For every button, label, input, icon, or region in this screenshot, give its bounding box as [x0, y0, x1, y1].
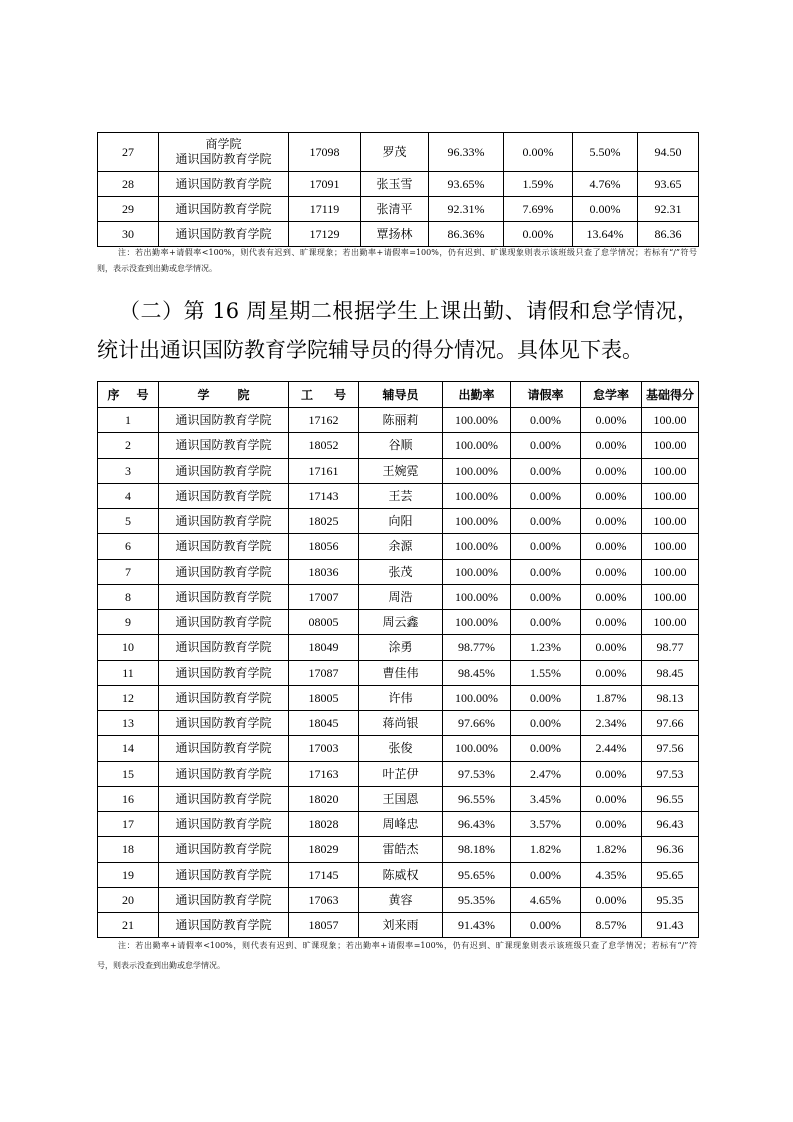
attendance-rate-cell: 92.31%: [429, 197, 504, 222]
staff-id-cell: 17063: [289, 887, 359, 912]
counselor-name-cell: 向阳: [359, 509, 443, 534]
attendance-rate-cell: 97.66%: [443, 711, 511, 736]
base-score-cell: 94.50: [638, 133, 699, 172]
row-number-cell: 5: [98, 509, 159, 534]
row-number-cell: 18: [98, 837, 159, 862]
staff-id-cell: 18036: [289, 559, 359, 584]
leave-rate-cell: 2.47%: [511, 761, 581, 786]
table-note-line-2: 号，则表示没查到出勤或怠学情况。: [97, 961, 225, 970]
base-score-cell: 100.00: [642, 534, 699, 559]
counselor-name-cell: 曹佳伟: [359, 660, 443, 685]
staff-id-cell: 18025: [289, 509, 359, 534]
table-row: [98, 685, 699, 710]
leave-rate-cell: 0.00%: [511, 483, 581, 508]
counselor-name-cell: 周峰忠: [359, 812, 443, 837]
counselor-name-cell: 张清平: [361, 197, 429, 222]
row-number-cell: 21: [98, 913, 159, 938]
college-cell: 通识国防教育学院: [159, 837, 289, 862]
base-score-cell: 96.55: [642, 786, 699, 811]
counselor-name-cell: 周浩: [359, 584, 443, 609]
row-number-cell: 30: [98, 222, 159, 247]
row-number-cell: 19: [98, 862, 159, 887]
base-score-cell: 95.65: [642, 862, 699, 887]
base-score-cell: 100.00: [642, 610, 699, 635]
table-row: [98, 786, 699, 811]
staff-id-cell: 18056: [289, 534, 359, 559]
leave-rate-cell: 1.23%: [511, 635, 581, 660]
absence-rate-cell: 2.44%: [581, 736, 642, 761]
leave-rate-cell: 3.45%: [511, 786, 581, 811]
table-row: [98, 635, 699, 660]
staff-id-cell: 17129: [289, 222, 361, 247]
row-number-cell: 28: [98, 172, 159, 197]
counselor-name-cell: 张玉雪: [361, 172, 429, 197]
table-row: [98, 761, 699, 786]
absence-rate-cell: 0.00%: [581, 887, 642, 912]
attendance-rate-cell: 98.18%: [443, 837, 511, 862]
absence-rate-cell: 13.64%: [573, 222, 638, 247]
leave-rate-cell: 0.00%: [511, 584, 581, 609]
counselor-name-cell: 雷皓杰: [359, 837, 443, 862]
absence-rate-cell: 0.00%: [581, 509, 642, 534]
college-cell: 通识国防教育学院: [159, 913, 289, 938]
leave-rate-cell: 0.00%: [511, 610, 581, 635]
base-score-cell: 100.00: [642, 433, 699, 458]
absence-rate-cell: 0.00%: [581, 786, 642, 811]
base-score-cell: 97.53: [642, 761, 699, 786]
table-row: [98, 584, 699, 609]
table-row: [98, 862, 699, 887]
leave-rate-cell: 1.82%: [511, 837, 581, 862]
row-number-cell: 11: [98, 660, 159, 685]
table-row: [98, 133, 699, 172]
row-number-cell: 4: [98, 483, 159, 508]
college-cell: 通识国防教育学院: [159, 711, 289, 736]
attendance-rate-cell: 96.43%: [443, 812, 511, 837]
staff-id-cell: 17163: [289, 761, 359, 786]
attendance-rate-cell: 100.00%: [443, 458, 511, 483]
attendance-rate-cell: 96.55%: [443, 786, 511, 811]
base-score-cell: 98.13: [642, 685, 699, 710]
staff-id-cell: 17091: [289, 172, 361, 197]
attendance-rate-cell: 96.33%: [429, 133, 504, 172]
base-score-cell: 96.43: [642, 812, 699, 837]
header-row-number: 序 号: [98, 382, 159, 408]
base-score-cell: 100.00: [642, 584, 699, 609]
row-number-cell: 29: [98, 197, 159, 222]
college-cell: 通识国防教育学院: [159, 584, 289, 609]
absence-rate-cell: 0.00%: [573, 197, 638, 222]
header-leave-rate: 请假率: [511, 382, 581, 408]
leave-rate-cell: 1.59%: [504, 172, 573, 197]
attendance-rate-cell: 100.00%: [443, 433, 511, 458]
attendance-rate-cell: 100.00%: [443, 610, 511, 635]
table-row: [98, 222, 699, 247]
table-row: [98, 913, 699, 938]
base-score-cell: 98.77: [642, 635, 699, 660]
staff-id-cell: 18052: [289, 433, 359, 458]
leave-rate-cell: 1.55%: [511, 660, 581, 685]
counselor-name-cell: 王芸: [359, 483, 443, 508]
table-row: [98, 736, 699, 761]
absence-rate-cell: 0.00%: [581, 584, 642, 609]
college-cell: 通识国防教育学院: [159, 610, 289, 635]
staff-id-cell: 17007: [289, 584, 359, 609]
row-number-cell: 15: [98, 761, 159, 786]
base-score-cell: 100.00: [642, 408, 699, 433]
counselor-name-cell: 黄容: [359, 887, 443, 912]
absence-rate-cell: 1.87%: [581, 685, 642, 710]
college-cell: 通识国防教育学院: [159, 458, 289, 483]
base-score-cell: 97.66: [642, 711, 699, 736]
table-body: [98, 408, 699, 938]
staff-id-cell: 18029: [289, 837, 359, 862]
table-row: [98, 837, 699, 862]
base-score-cell: 95.35: [642, 887, 699, 912]
leave-rate-cell: 4.65%: [511, 887, 581, 912]
counselor-name-cell: 陈威权: [359, 862, 443, 887]
table-row: [98, 887, 699, 912]
header-college: 学 院: [159, 382, 289, 408]
table-row: [98, 812, 699, 837]
attendance-rate-cell: 95.65%: [443, 862, 511, 887]
table-row: [98, 509, 699, 534]
college-cell: 通识国防教育学院: [159, 635, 289, 660]
base-score-cell: 100.00: [642, 483, 699, 508]
counselor-score-table-continued: [97, 132, 699, 247]
staff-id-cell: 17087: [289, 660, 359, 685]
counselor-name-cell: 周云鑫: [359, 610, 443, 635]
absence-rate-cell: 0.00%: [581, 534, 642, 559]
row-number-cell: 13: [98, 711, 159, 736]
base-score-cell: 100.00: [642, 458, 699, 483]
leave-rate-cell: 0.00%: [511, 433, 581, 458]
row-number-cell: 17: [98, 812, 159, 837]
row-number-cell: 2: [98, 433, 159, 458]
leave-rate-cell: 0.00%: [511, 534, 581, 559]
table-row: [98, 660, 699, 685]
base-score-cell: 100.00: [642, 509, 699, 534]
staff-id-cell: 17098: [289, 133, 361, 172]
base-score-cell: 96.36: [642, 837, 699, 862]
college-cell: 通识国防教育学院: [159, 786, 289, 811]
base-score-cell: 92.31: [638, 197, 699, 222]
section-heading-line-2: 统计出通识国防教育学院辅导员的得分情况。具体见下表。: [97, 338, 643, 362]
leave-rate-cell: 0.00%: [511, 736, 581, 761]
college-cell: 通识国防教育学院: [159, 534, 289, 559]
row-number-cell: 12: [98, 685, 159, 710]
table-row: [98, 711, 699, 736]
leave-rate-cell: 3.57%: [511, 812, 581, 837]
row-number-cell: 20: [98, 887, 159, 912]
attendance-rate-cell: 100.00%: [443, 509, 511, 534]
counselor-name-cell: 陈丽莉: [359, 408, 443, 433]
table-row: [98, 433, 699, 458]
staff-id-cell: 17003: [289, 736, 359, 761]
table-row: [98, 483, 699, 508]
counselor-name-cell: 覃扬林: [361, 222, 429, 247]
attendance-rate-cell: 100.00%: [443, 736, 511, 761]
absence-rate-cell: 4.76%: [573, 172, 638, 197]
row-number-cell: 16: [98, 786, 159, 811]
college-cell: [159, 133, 289, 172]
college-cell: 通识国防教育学院: [159, 660, 289, 685]
college-cell: 通识国防教育学院: [159, 172, 289, 197]
college-cell: 通识国防教育学院: [159, 761, 289, 786]
absence-rate-cell: 0.00%: [581, 458, 642, 483]
attendance-rate-cell: 100.00%: [443, 584, 511, 609]
absence-rate-cell: 0.00%: [581, 812, 642, 837]
staff-id-cell: 18049: [289, 635, 359, 660]
leave-rate-cell: 0.00%: [511, 711, 581, 736]
counselor-name-cell: 张茂: [359, 559, 443, 584]
table-row: [98, 559, 699, 584]
counselor-name-cell: 许伟: [359, 685, 443, 710]
table-row: [98, 197, 699, 222]
attendance-rate-cell: 97.53%: [443, 761, 511, 786]
counselor-name-cell: 谷顺: [359, 433, 443, 458]
staff-id-cell: 18057: [289, 913, 359, 938]
counselor-name-cell: 罗茂: [361, 133, 429, 172]
base-score-cell: 98.45: [642, 660, 699, 685]
attendance-rate-cell: 100.00%: [443, 408, 511, 433]
absence-rate-cell: 8.57%: [581, 913, 642, 938]
table-row: [98, 408, 699, 433]
counselor-name-cell: 刘来雨: [359, 913, 443, 938]
table-note-line-1: 注：若出勤率+请假率<100%，则代表有迟到、旷课现象；若出勤率+请假率=100%，仍有迟到、旷课现象则表示该班级只查了怠学情况；若标有“/”符号: [118, 248, 697, 257]
college-cell: 通识国防教育学院: [159, 222, 289, 247]
header-absence-rate: 怠学率: [581, 382, 642, 408]
attendance-rate-cell: 100.00%: [443, 685, 511, 710]
base-score-cell: 100.00: [642, 559, 699, 584]
leave-rate-cell: 0.00%: [511, 862, 581, 887]
header-counselor-name: 辅导员: [359, 382, 443, 408]
staff-id-cell: 18005: [289, 685, 359, 710]
absence-rate-cell: 0.00%: [581, 635, 642, 660]
college-cell: 通识国防教育学院: [159, 812, 289, 837]
counselor-name-cell: 余源: [359, 534, 443, 559]
college-cell: 通识国防教育学院: [159, 509, 289, 534]
header-staff-id: 工 号: [289, 382, 359, 408]
staff-id-cell: 17145: [289, 862, 359, 887]
base-score-cell: 86.36: [638, 222, 699, 247]
table-note-line-1: 注：若出勤率+请假率<100%，则代表有迟到、旷课现象；若出勤率+请假率=100%，仍有迟到、旷课现象则表示该班级只查了怠学情况；若标有“/”符: [118, 941, 697, 950]
absence-rate-cell: 0.00%: [581, 761, 642, 786]
counselor-name-cell: 叶芷伊: [359, 761, 443, 786]
row-number-cell: 7: [98, 559, 159, 584]
absence-rate-cell: 5.50%: [573, 133, 638, 172]
base-score-cell: 97.56: [642, 736, 699, 761]
college-cell: 通识国防教育学院: [159, 197, 289, 222]
college-cell: 通识国防教育学院: [159, 862, 289, 887]
table-body: [98, 133, 699, 247]
counselor-score-table: [97, 381, 699, 938]
counselor-name-cell: 涂勇: [359, 635, 443, 660]
college-cell: 通识国防教育学院: [159, 736, 289, 761]
absence-rate-cell: 0.00%: [581, 408, 642, 433]
staff-id-cell: 18020: [289, 786, 359, 811]
staff-id-cell: 18045: [289, 711, 359, 736]
attendance-rate-cell: 100.00%: [443, 483, 511, 508]
college-cell: 通识国防教育学院: [159, 483, 289, 508]
header-attendance-rate: 出勤率: [443, 382, 511, 408]
table-row: [98, 458, 699, 483]
table-row: [98, 534, 699, 559]
counselor-name-cell: 王婉霓: [359, 458, 443, 483]
attendance-rate-cell: 100.00%: [443, 534, 511, 559]
header-row: [98, 382, 699, 408]
staff-id-cell: 17161: [289, 458, 359, 483]
absence-rate-cell: 0.00%: [581, 483, 642, 508]
attendance-rate-cell: 98.45%: [443, 660, 511, 685]
table-row: [98, 172, 699, 197]
attendance-rate-cell: 93.65%: [429, 172, 504, 197]
row-number-cell: 1: [98, 408, 159, 433]
college-line: 通识国防教育学院: [175, 152, 272, 166]
college-line: 商学院: [205, 137, 242, 151]
absence-rate-cell: 0.00%: [581, 610, 642, 635]
absence-rate-cell: 2.34%: [581, 711, 642, 736]
row-number-cell: 27: [98, 133, 159, 172]
counselor-name-cell: 蒋尚银: [359, 711, 443, 736]
attendance-rate-cell: 98.77%: [443, 635, 511, 660]
base-score-cell: 93.65: [638, 172, 699, 197]
leave-rate-cell: 0.00%: [511, 685, 581, 710]
college-cell: 通识国防教育学院: [159, 408, 289, 433]
absence-rate-cell: 0.00%: [581, 559, 642, 584]
section-heading-line-1: （二）第 16 周星期二根据学生上课出勤、请假和怠学情况，: [119, 299, 698, 323]
base-score-cell: 91.43: [642, 913, 699, 938]
staff-id-cell: 18028: [289, 812, 359, 837]
attendance-rate-cell: 100.00%: [443, 559, 511, 584]
absence-rate-cell: 0.00%: [581, 660, 642, 685]
attendance-rate-cell: 91.43%: [443, 913, 511, 938]
staff-id-cell: 17162: [289, 408, 359, 433]
college-cell: 通识国防教育学院: [159, 433, 289, 458]
attendance-rate-cell: 95.35%: [443, 887, 511, 912]
counselor-name-cell: 王国恩: [359, 786, 443, 811]
row-number-cell: 6: [98, 534, 159, 559]
staff-id-cell: 08005: [289, 610, 359, 635]
table-header: [98, 382, 699, 408]
row-number-cell: 9: [98, 610, 159, 635]
header-base-score: 基础得分: [642, 382, 699, 408]
leave-rate-cell: 0.00%: [504, 133, 573, 172]
absence-rate-cell: 1.82%: [581, 837, 642, 862]
leave-rate-cell: 0.00%: [511, 509, 581, 534]
row-number-cell: 3: [98, 458, 159, 483]
row-number-cell: 14: [98, 736, 159, 761]
absence-rate-cell: 0.00%: [581, 433, 642, 458]
staff-id-cell: 17119: [289, 197, 361, 222]
leave-rate-cell: 7.69%: [504, 197, 573, 222]
table-row: [98, 610, 699, 635]
row-number-cell: 10: [98, 635, 159, 660]
college-cell: 通识国防教育学院: [159, 685, 289, 710]
leave-rate-cell: 0.00%: [511, 458, 581, 483]
staff-id-cell: 17143: [289, 483, 359, 508]
leave-rate-cell: 0.00%: [511, 408, 581, 433]
leave-rate-cell: 0.00%: [511, 913, 581, 938]
college-cell: 通识国防教育学院: [159, 887, 289, 912]
table-note-line-2: 则，表示没查到出勤或怠学情况。: [97, 264, 217, 273]
attendance-rate-cell: 86.36%: [429, 222, 504, 247]
row-number-cell: 8: [98, 584, 159, 609]
leave-rate-cell: 0.00%: [511, 559, 581, 584]
college-cell: 通识国防教育学院: [159, 559, 289, 584]
counselor-name-cell: 张俊: [359, 736, 443, 761]
absence-rate-cell: 4.35%: [581, 862, 642, 887]
leave-rate-cell: 0.00%: [504, 222, 573, 247]
